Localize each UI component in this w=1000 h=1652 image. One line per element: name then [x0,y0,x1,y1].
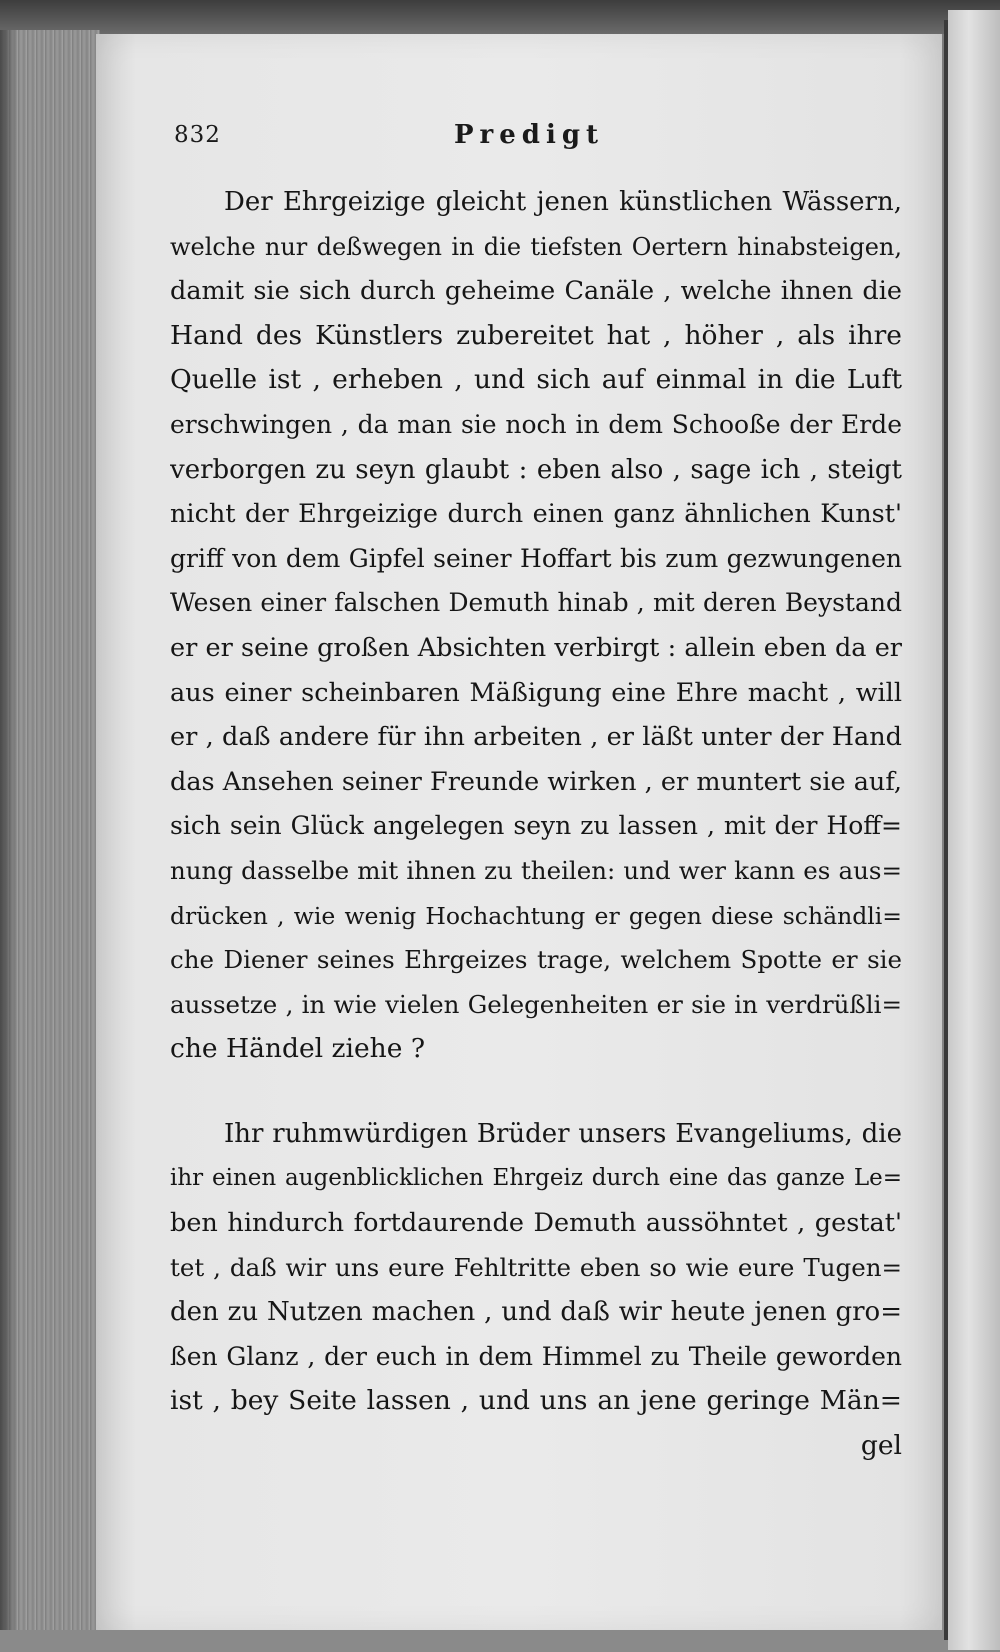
text-line: che Diener seines Ehrgeizes trage, welchem Spotte er sie [170,945,902,975]
right-page-fold [944,20,948,1640]
text-line: tet , daß wir uns eure Fehltritte eben so wie eure Tugen= [170,1252,902,1282]
text-line: ist , bey Seite lassen , und uns an jene geringe Män= [170,1385,902,1417]
running-head: Predigt [454,120,605,150]
text-line: nung dasselbe mit ihnen zu theilen: und wer kann es aus= [170,855,902,885]
text-line: das Ansehen seiner Freunde wirken , er muntert sie auf, [170,766,902,797]
spine-shadow [0,30,18,1630]
text-line: griff von dem Gipfel seiner Hoffart bis zum gezwungenen [170,543,902,573]
text-line: aussetze , in wie vielen Gelegenheiten er sie in verdrüßli= [170,989,902,1019]
text-line: er , daß andere für ihn arbeiten , er läßt unter der Hand [170,722,902,753]
text-line: aus einer scheinbaren Mäßigung eine Ehre macht , will [170,677,902,708]
text-line: welche nur deßwegen in die tiefsten Oertern hinabsteigen, [170,232,902,261]
text-line: drücken , wie wenig Hochachtung er gegen diese schändli= [170,901,902,930]
text-line: Der Ehrgeizige gleicht jenen künstlichen Wässern, [224,187,902,217]
text-line: nicht der Ehrgeizige durch einen ganz ähnlichen Kunst' [170,499,902,530]
right-page-edge [948,10,1000,1650]
text-line: Hand des Künstlers zubereitet hat , höher , als ihre [170,319,902,351]
page-header [174,122,904,158]
text-line: ihr einen augenblicklichen Ehrgeiz durch eine das ganze Le= [170,1165,902,1192]
paragraph-gap [170,1072,902,1112]
text-line: erschwingen , da man sie noch in dem Schooße der Erde [170,409,902,439]
top-shadow-band [0,0,1000,34]
text-line: den zu Nutzen machen , und daß wir heute jenen gro= [170,1297,902,1328]
text-line: er er seine großen Absichten verbirgt : allein eben da er [170,632,902,663]
page-number: 832 [174,122,221,148]
body-text [170,180,902,1469]
text-line: damit sie sich durch geheime Canäle , welche ihnen die [170,276,902,307]
text-line: ben hindurch fortdaurende Demuth aussöhntet , gestat' [170,1208,902,1239]
text-line: verborgen zu seyn glaubt : eben also , sage ich , steigt [170,454,902,485]
text-line: sich sein Glück angelegen seyn zu lassen , mit der Hoff= [170,811,902,841]
text-line: che Händel ziehe ? [170,1033,426,1065]
text-line: Ihr ruhmwürdigen Brüder unsers Evangeliums, die [224,1118,902,1149]
catchword: gel [860,1430,902,1462]
text-line: ßen Glanz , der euch in dem Himmel zu Theile geworden [170,1341,902,1371]
text-line: Quelle ist , erheben , und sich auf einmal in die Luft [170,364,902,396]
text-line: Wesen einer falschen Demuth hinab , mit deren Beystand [170,588,902,618]
